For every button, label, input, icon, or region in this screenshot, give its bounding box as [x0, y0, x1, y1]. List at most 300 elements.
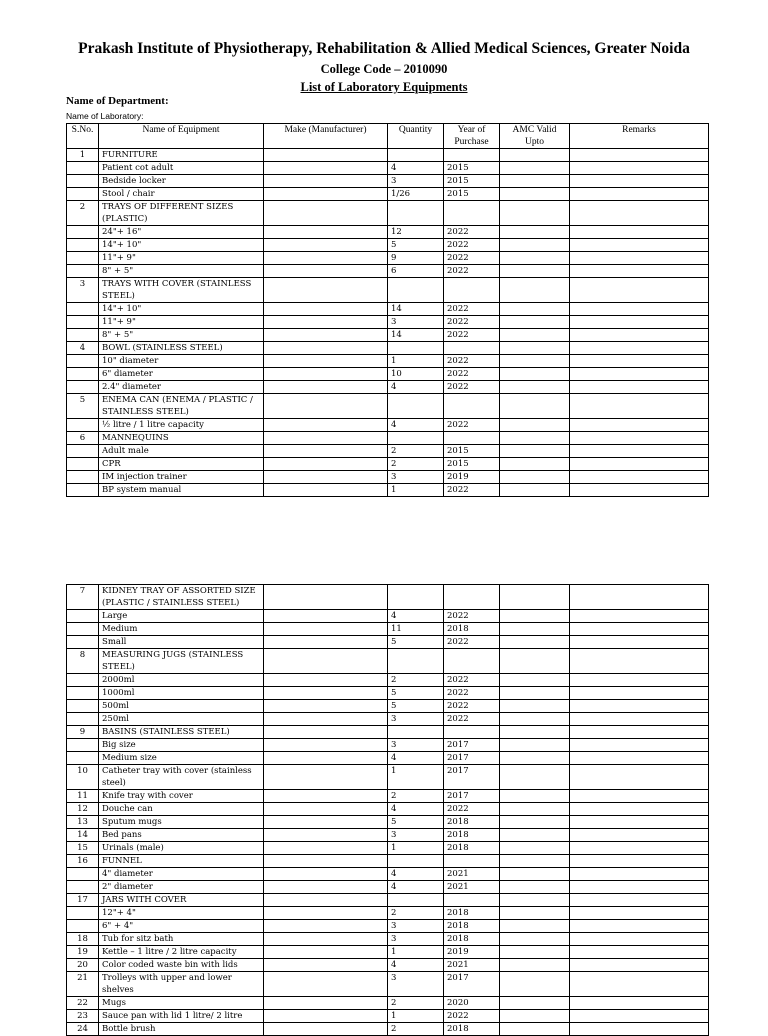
cell-make — [264, 803, 388, 816]
cell-sno: 6 — [67, 432, 99, 445]
cell-amc — [500, 484, 570, 497]
cell-year — [444, 149, 500, 162]
cell-amc — [500, 623, 570, 636]
table-row — [67, 252, 709, 265]
cell-year: 2022 — [444, 329, 500, 342]
table-row — [67, 881, 709, 894]
cell-make — [264, 881, 388, 894]
table-row — [67, 162, 709, 175]
cell-amc — [500, 175, 570, 188]
cell-remarks — [570, 816, 709, 829]
cell-quantity: 4 — [388, 381, 444, 394]
cell-equipment-name: 24"+ 16" — [99, 226, 264, 239]
table-row — [67, 765, 709, 790]
cell-year: 2017 — [444, 765, 500, 790]
cell-equipment-name: 6" diameter — [99, 368, 264, 381]
table-row — [67, 585, 709, 610]
cell-remarks — [570, 765, 709, 790]
cell-year: 2018 — [444, 816, 500, 829]
cell-remarks — [570, 201, 709, 226]
cell-make — [264, 585, 388, 610]
cell-equipment-name: Bedside locker — [99, 175, 264, 188]
cell-year: 2022 — [444, 252, 500, 265]
cell-amc — [500, 381, 570, 394]
cell-year — [444, 278, 500, 303]
cell-amc — [500, 471, 570, 484]
table-row — [67, 868, 709, 881]
cell-amc — [500, 674, 570, 687]
institute-title: Prakash Institute of Physiotherapy, Rehabilitation & Allied Medical Sciences, Greater Noida — [78, 40, 690, 57]
cell-remarks — [570, 636, 709, 649]
cell-year — [444, 894, 500, 907]
cell-year: 2018 — [444, 1023, 500, 1036]
cell-quantity: 3 — [388, 829, 444, 842]
cell-make — [264, 381, 388, 394]
cell-quantity: 1 — [388, 1010, 444, 1023]
cell-remarks — [570, 790, 709, 803]
cell-remarks — [570, 933, 709, 946]
cell-remarks — [570, 355, 709, 368]
cell-amc — [500, 868, 570, 881]
cell-year: 2018 — [444, 920, 500, 933]
cell-make — [264, 623, 388, 636]
cell-amc — [500, 1010, 570, 1023]
cell-equipment-name: Stool / chair — [99, 188, 264, 201]
cell-make — [264, 700, 388, 713]
table-row — [67, 946, 709, 959]
cell-remarks — [570, 484, 709, 497]
cell-remarks — [570, 252, 709, 265]
table-row — [67, 368, 709, 381]
cell-quantity: 6 — [388, 265, 444, 278]
cell-amc — [500, 149, 570, 162]
cell-year — [444, 394, 500, 419]
cell-equipment-name: Tub for sitz bath — [99, 933, 264, 946]
cell-sno — [67, 265, 99, 278]
cell-equipment-name: MANNEQUINS — [99, 432, 264, 445]
table-row — [67, 201, 709, 226]
cell-equipment-name: 14"+ 10" — [99, 239, 264, 252]
cell-amc — [500, 700, 570, 713]
cell-remarks — [570, 278, 709, 303]
cell-sno — [67, 329, 99, 342]
cell-quantity: 4 — [388, 419, 444, 432]
cell-sno — [67, 316, 99, 329]
cell-equipment-name: Medium size — [99, 752, 264, 765]
table-row — [67, 790, 709, 803]
cell-make — [264, 316, 388, 329]
cell-remarks — [570, 907, 709, 920]
cell-year — [444, 855, 500, 868]
cell-quantity: 5 — [388, 239, 444, 252]
cell-make — [264, 1023, 388, 1036]
cell-year: 2015 — [444, 445, 500, 458]
cell-sno — [67, 419, 99, 432]
cell-amc — [500, 972, 570, 997]
cell-make — [264, 1010, 388, 1023]
table-row — [67, 316, 709, 329]
table-row — [67, 649, 709, 674]
table-row — [67, 419, 709, 432]
cell-sno: 14 — [67, 829, 99, 842]
equipment-table-2-body — [67, 585, 709, 1036]
cell-amc — [500, 752, 570, 765]
cell-remarks — [570, 959, 709, 972]
cell-equipment-name: 14"+ 10" — [99, 303, 264, 316]
cell-quantity: 12 — [388, 226, 444, 239]
cell-sno — [67, 881, 99, 894]
cell-remarks — [570, 175, 709, 188]
cell-sno: 1 — [67, 149, 99, 162]
cell-sno: 13 — [67, 816, 99, 829]
cell-amc — [500, 303, 570, 316]
cell-quantity: 14 — [388, 303, 444, 316]
cell-quantity: 2 — [388, 445, 444, 458]
cell-quantity: 5 — [388, 687, 444, 700]
cell-year — [444, 585, 500, 610]
cell-quantity: 2 — [388, 997, 444, 1010]
cell-remarks — [570, 726, 709, 739]
cell-equipment-name: 8" + 5" — [99, 329, 264, 342]
cell-quantity: 9 — [388, 252, 444, 265]
college-code: College Code – 2010090 — [320, 62, 448, 76]
cell-make — [264, 188, 388, 201]
cell-sno — [67, 239, 99, 252]
cell-remarks — [570, 752, 709, 765]
cell-equipment-name: MEASURING JUGS (STAINLESS STEEL) — [99, 649, 264, 674]
cell-equipment-name: ½ litre / 1 litre capacity — [99, 419, 264, 432]
cell-remarks — [570, 458, 709, 471]
cell-remarks — [570, 649, 709, 674]
cell-amc — [500, 226, 570, 239]
cell-quantity — [388, 585, 444, 610]
cell-make — [264, 394, 388, 419]
table-row — [67, 303, 709, 316]
cell-sno: 17 — [67, 894, 99, 907]
col-name-header: Name of Equipment — [99, 124, 264, 149]
cell-amc — [500, 432, 570, 445]
cell-amc — [500, 162, 570, 175]
cell-amc — [500, 726, 570, 739]
cell-remarks — [570, 920, 709, 933]
cell-sno — [67, 674, 99, 687]
cell-equipment-name: BOWL (STAINLESS STEEL) — [99, 342, 264, 355]
cell-year — [444, 432, 500, 445]
cell-make — [264, 265, 388, 278]
cell-quantity — [388, 649, 444, 674]
cell-make — [264, 239, 388, 252]
cell-remarks — [570, 432, 709, 445]
equipment-table-1 — [66, 123, 709, 497]
cell-quantity — [388, 432, 444, 445]
table-row — [67, 803, 709, 816]
cell-amc — [500, 610, 570, 623]
table-row — [67, 752, 709, 765]
cell-sno — [67, 303, 99, 316]
cell-remarks — [570, 700, 709, 713]
cell-amc — [500, 765, 570, 790]
cell-sno — [67, 739, 99, 752]
cell-make — [264, 842, 388, 855]
table-row — [67, 894, 709, 907]
cell-equipment-name: 4" diameter — [99, 868, 264, 881]
col-year-header: Year of Purchase — [444, 124, 500, 149]
cell-equipment-name: Sputum mugs — [99, 816, 264, 829]
cell-year: 2022 — [444, 803, 500, 816]
cell-quantity: 3 — [388, 713, 444, 726]
cell-equipment-name: Medium — [99, 623, 264, 636]
cell-sno: 5 — [67, 394, 99, 419]
table-row — [67, 381, 709, 394]
cell-equipment-name: BASINS (STAINLESS STEEL) — [99, 726, 264, 739]
table-row — [67, 739, 709, 752]
cell-remarks — [570, 997, 709, 1010]
cell-sno — [67, 175, 99, 188]
cell-remarks — [570, 585, 709, 610]
table-row — [67, 484, 709, 497]
cell-remarks — [570, 239, 709, 252]
cell-quantity — [388, 894, 444, 907]
cell-equipment-name: Bottle brush — [99, 1023, 264, 1036]
cell-quantity — [388, 149, 444, 162]
cell-remarks — [570, 316, 709, 329]
cell-amc — [500, 445, 570, 458]
cell-quantity — [388, 278, 444, 303]
table-row — [67, 239, 709, 252]
cell-equipment-name: IM injection trainer — [99, 471, 264, 484]
cell-amc — [500, 419, 570, 432]
cell-remarks — [570, 149, 709, 162]
cell-amc — [500, 959, 570, 972]
cell-equipment-name: Adult male — [99, 445, 264, 458]
cell-sno — [67, 368, 99, 381]
cell-make — [264, 829, 388, 842]
cell-remarks — [570, 687, 709, 700]
cell-sno: 3 — [67, 278, 99, 303]
cell-remarks — [570, 381, 709, 394]
table-row — [67, 149, 709, 162]
cell-sno: 10 — [67, 765, 99, 790]
cell-equipment-name: 250ml — [99, 713, 264, 726]
cell-equipment-name: FUNNEL — [99, 855, 264, 868]
cell-sno — [67, 636, 99, 649]
cell-make — [264, 752, 388, 765]
cell-year: 2021 — [444, 959, 500, 972]
cell-sno: 8 — [67, 649, 99, 674]
cell-equipment-name: Bed pans — [99, 829, 264, 842]
cell-year: 2022 — [444, 303, 500, 316]
cell-amc — [500, 881, 570, 894]
cell-amc — [500, 278, 570, 303]
cell-make — [264, 997, 388, 1010]
cell-make — [264, 610, 388, 623]
cell-quantity: 3 — [388, 175, 444, 188]
cell-amc — [500, 394, 570, 419]
cell-sno: 2 — [67, 201, 99, 226]
cell-amc — [500, 342, 570, 355]
cell-quantity: 4 — [388, 868, 444, 881]
cell-quantity: 5 — [388, 636, 444, 649]
cell-quantity: 5 — [388, 700, 444, 713]
cell-make — [264, 162, 388, 175]
cell-equipment-name: Knife tray with cover — [99, 790, 264, 803]
cell-equipment-name: 2" diameter — [99, 881, 264, 894]
cell-equipment-name: ENEMA CAN (ENEMA / PLASTIC / STAINLESS STEEL) — [99, 394, 264, 419]
cell-quantity: 1 — [388, 355, 444, 368]
cell-quantity: 3 — [388, 933, 444, 946]
cell-year: 2017 — [444, 790, 500, 803]
cell-amc — [500, 649, 570, 674]
cell-amc — [500, 946, 570, 959]
cell-quantity: 3 — [388, 471, 444, 484]
cell-equipment-name: 12"+ 4" — [99, 907, 264, 920]
cell-year: 2022 — [444, 687, 500, 700]
cell-remarks — [570, 829, 709, 842]
cell-make — [264, 471, 388, 484]
cell-quantity — [388, 855, 444, 868]
cell-year — [444, 342, 500, 355]
cell-sno: 24 — [67, 1023, 99, 1036]
cell-equipment-name: 500ml — [99, 700, 264, 713]
cell-amc — [500, 368, 570, 381]
table-row — [67, 907, 709, 920]
cell-year — [444, 649, 500, 674]
cell-quantity — [388, 201, 444, 226]
cell-amc — [500, 252, 570, 265]
table-row — [67, 1010, 709, 1023]
cell-amc — [500, 855, 570, 868]
cell-make — [264, 920, 388, 933]
cell-remarks — [570, 342, 709, 355]
cell-equipment-name: 6" + 4" — [99, 920, 264, 933]
table-row — [67, 278, 709, 303]
cell-sno: 4 — [67, 342, 99, 355]
cell-sno — [67, 445, 99, 458]
table-row — [67, 855, 709, 868]
cell-quantity: 10 — [388, 368, 444, 381]
cell-amc — [500, 907, 570, 920]
cell-sno: 23 — [67, 1010, 99, 1023]
table-row — [67, 188, 709, 201]
cell-amc — [500, 188, 570, 201]
cell-amc — [500, 636, 570, 649]
cell-make — [264, 946, 388, 959]
cell-sno: 15 — [67, 842, 99, 855]
cell-year: 2018 — [444, 829, 500, 842]
cell-year: 2017 — [444, 752, 500, 765]
cell-year: 2015 — [444, 175, 500, 188]
table-row — [67, 933, 709, 946]
cell-sno — [67, 188, 99, 201]
table-row — [67, 458, 709, 471]
cell-amc — [500, 829, 570, 842]
cell-sno — [67, 484, 99, 497]
cell-year: 2015 — [444, 188, 500, 201]
cell-make — [264, 933, 388, 946]
cell-quantity: 3 — [388, 972, 444, 997]
table-row — [67, 329, 709, 342]
cell-year: 2019 — [444, 946, 500, 959]
cell-remarks — [570, 803, 709, 816]
table-row — [67, 623, 709, 636]
cell-remarks — [570, 265, 709, 278]
cell-sno: 16 — [67, 855, 99, 868]
cell-make — [264, 790, 388, 803]
cell-equipment-name: Patient cot adult — [99, 162, 264, 175]
cell-sno: 9 — [67, 726, 99, 739]
cell-remarks — [570, 739, 709, 752]
cell-quantity: 1 — [388, 765, 444, 790]
cell-make — [264, 726, 388, 739]
table-row — [67, 471, 709, 484]
table-row — [67, 816, 709, 829]
cell-make — [264, 687, 388, 700]
table-row — [67, 700, 709, 713]
cell-equipment-name: FURNITURE — [99, 149, 264, 162]
cell-make — [264, 816, 388, 829]
table-row — [67, 1023, 709, 1036]
col-amc-header: AMC Valid Upto — [500, 124, 570, 149]
cell-equipment-name: CPR — [99, 458, 264, 471]
cell-make — [264, 739, 388, 752]
cell-year: 2022 — [444, 713, 500, 726]
cell-quantity: 11 — [388, 623, 444, 636]
cell-make — [264, 959, 388, 972]
cell-amc — [500, 894, 570, 907]
cell-sno: 19 — [67, 946, 99, 959]
cell-year: 2022 — [444, 355, 500, 368]
table-row — [67, 394, 709, 419]
cell-sno — [67, 623, 99, 636]
table-row — [67, 445, 709, 458]
cell-equipment-name: JARS WITH COVER — [99, 894, 264, 907]
cell-quantity — [388, 394, 444, 419]
cell-quantity: 4 — [388, 752, 444, 765]
cell-make — [264, 226, 388, 239]
cell-amc — [500, 997, 570, 1010]
cell-equipment-name: 10" diameter — [99, 355, 264, 368]
cell-remarks — [570, 610, 709, 623]
cell-equipment-name: Sauce pan with lid 1 litre/ 2 litre — [99, 1010, 264, 1023]
cell-make — [264, 713, 388, 726]
cell-year: 2022 — [444, 368, 500, 381]
cell-year: 2022 — [444, 316, 500, 329]
cell-quantity: 2 — [388, 1023, 444, 1036]
cell-make — [264, 432, 388, 445]
cell-equipment-name: Color coded waste bin with lids — [99, 959, 264, 972]
cell-make — [264, 649, 388, 674]
table-row — [67, 226, 709, 239]
cell-remarks — [570, 894, 709, 907]
cell-year — [444, 201, 500, 226]
cell-quantity: 3 — [388, 739, 444, 752]
cell-sno: 21 — [67, 972, 99, 997]
col-quantity-header: Quantity — [388, 124, 444, 149]
cell-make — [264, 329, 388, 342]
cell-make — [264, 458, 388, 471]
table-row — [67, 726, 709, 739]
cell-sno — [67, 713, 99, 726]
cell-year: 2018 — [444, 907, 500, 920]
table-row — [67, 959, 709, 972]
table-header-row — [67, 124, 709, 149]
cell-sno — [67, 687, 99, 700]
cell-sno: 18 — [67, 933, 99, 946]
cell-sno: 12 — [67, 803, 99, 816]
col-make-header: Make (Manufacturer) — [264, 124, 388, 149]
table-row — [67, 610, 709, 623]
cell-equipment-name: Small — [99, 636, 264, 649]
